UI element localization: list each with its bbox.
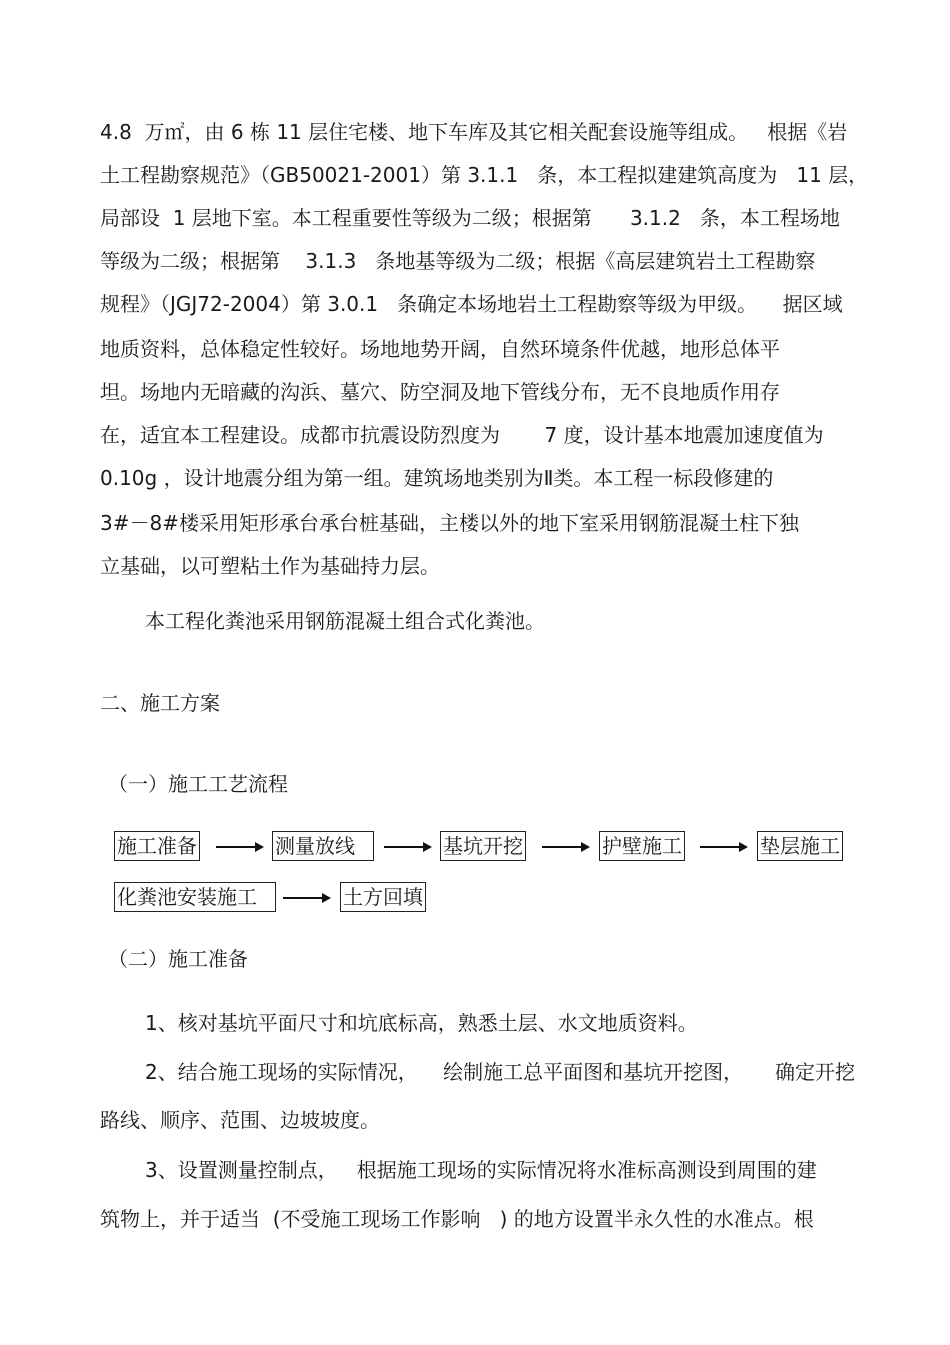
section-2-title: 二、施工方案 [100,691,220,715]
prep-item-3-line-1: 3、设置测量控制点， 根据施工现场的实际情况将水准标高测设到周围的建 [145,1158,817,1182]
flow-arrow-5 [283,897,329,899]
intro-line-11: 立基础，以可塑粘土作为基础持力层。 [100,554,440,578]
flow-step-survey: 测量放线 [272,831,374,861]
intro-line-4: 等级为二级；根据第 3.1.3 条地基等级为二级；根据《高层建筑岩土工程勘察 [100,249,816,273]
flow-step-prepare: 施工准备 [114,831,200,861]
septic-note: 本工程化粪池采用钢筋混凝土组合式化粪池。 [145,609,545,633]
flow-step-backfill: 土方回填 [340,882,426,912]
flow-step-excavate: 基坑开挖 [440,831,526,861]
flow-step-septic-install: 化粪池安装施工 [114,882,276,912]
intro-line-9: 0.10g ，设计地震分组为第一组。建筑场地类别为Ⅱ类。本工程一标段修建的 [100,466,774,490]
intro-line-3: 局部设 1 层地下室。本工程重要性等级为二级；根据第 3.1.2 条，本工程场地 [100,206,840,230]
flow-arrow-2 [384,846,430,848]
subsection-2-title: （二）施工准备 [108,947,248,971]
prep-item-1: 1、核对基坑平面尺寸和坑底标高，熟悉土层、水文地质资料。 [145,1011,698,1035]
flow-arrow-4 [700,846,746,848]
intro-line-2: 土工程勘察规范》（GB50021-2001）第 3.1.1 条，本工程拟建建筑高度为 11 层， [100,163,869,187]
prep-item-2-line-1: 2、结合施工现场的实际情况， 绘制施工总平面图和基坑开挖图， 确定开挖 [145,1060,855,1084]
flow-arrow-1 [216,846,262,848]
subsection-1-title: （一）施工工艺流程 [108,772,288,796]
intro-line-1: 4.8 万㎡，由 6 栋 11 层住宅楼、地下车库及其它相关配套设施等组成。 根据《岩 [100,120,848,144]
intro-line-8: 在，适宜本工程建设。成都市抗震设防烈度为 7 度，设计基本地震加速度值为 [100,423,824,447]
intro-line-5: 规程》（JGJ72-2004）第 3.0.1 条确定本场地岩土工程勘察等级为甲级。 据区域 [100,292,843,316]
prep-item-3-line-2: 筑物上，并于适当 (不受施工现场工作影响 ) 的地方设置半永久性的水准点。根 [100,1207,814,1231]
intro-line-7: 坦。场地内无暗藏的沟浜、墓穴、防空洞及地下管线分布，无不良地质作用存 [100,380,780,404]
flow-arrow-3 [542,846,588,848]
flow-step-retaining: 护壁施工 [599,831,685,861]
intro-line-10: 3#－8#楼采用矩形承台承台桩基础，主楼以外的地下室采用钢筋混凝土柱下独 [100,511,799,535]
prep-item-2-line-2: 路线、顺序、范围、边坡坡度。 [100,1108,380,1132]
intro-line-6: 地质资料，总体稳定性较好。场地地势开阔，自然环境条件优越，地形总体平 [100,337,780,361]
flow-step-cushion: 垫层施工 [757,831,843,861]
